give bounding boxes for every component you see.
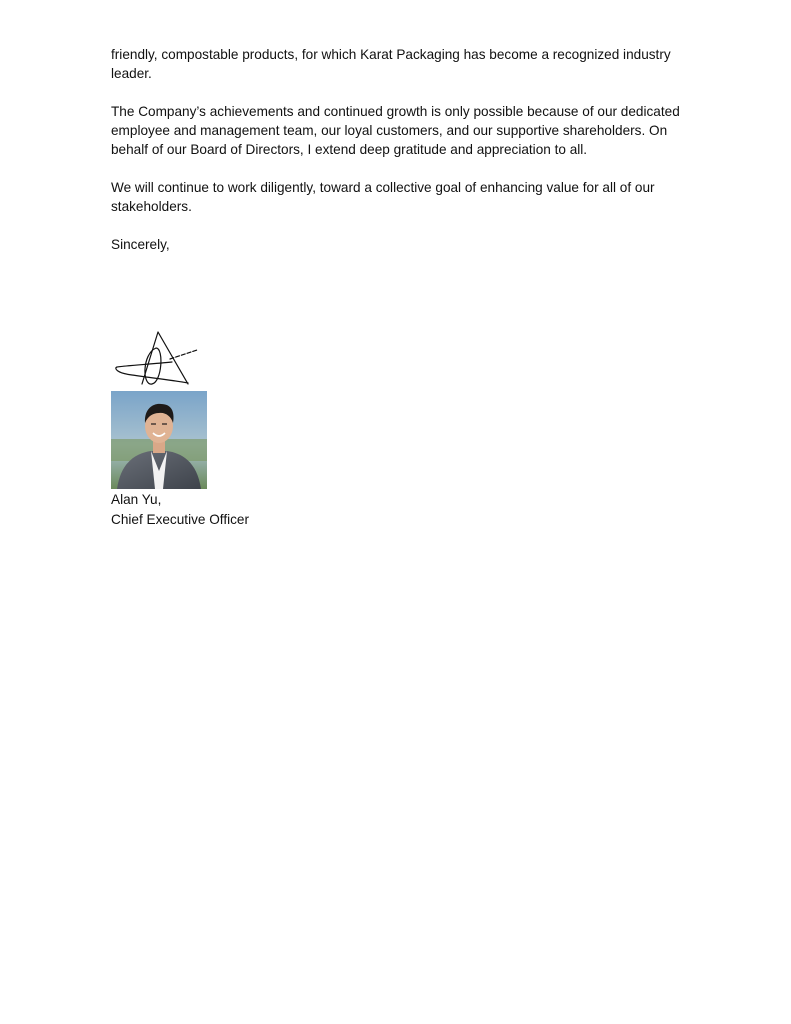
closing-salutation: Sincerely, — [111, 237, 170, 252]
paragraph-closing-products: friendly, compostable products, for which Karat Packaging has become a recognized industry leader. — [111, 47, 671, 81]
ceo-portrait-photo — [111, 391, 207, 489]
letter-body — [111, 45, 681, 273]
signer-name: Alan Yu, — [111, 492, 162, 507]
paragraph-gratitude: The Company’s achievements and continued growth is only possible because of our dedicated employee and management team, our loyal customers, and our supportive shareholders. On behalf of our Board of Directors, I extend deep gratitude and appreciation to all. — [111, 104, 680, 157]
signature-block — [111, 490, 249, 530]
handwritten-signature — [112, 328, 202, 390]
paragraph-commitment: We will continue to work diligently, toward a collective goal of enhancing value for all of our stakeholders. — [111, 180, 655, 214]
signer-title: Chief Executive Officer — [111, 512, 250, 527]
